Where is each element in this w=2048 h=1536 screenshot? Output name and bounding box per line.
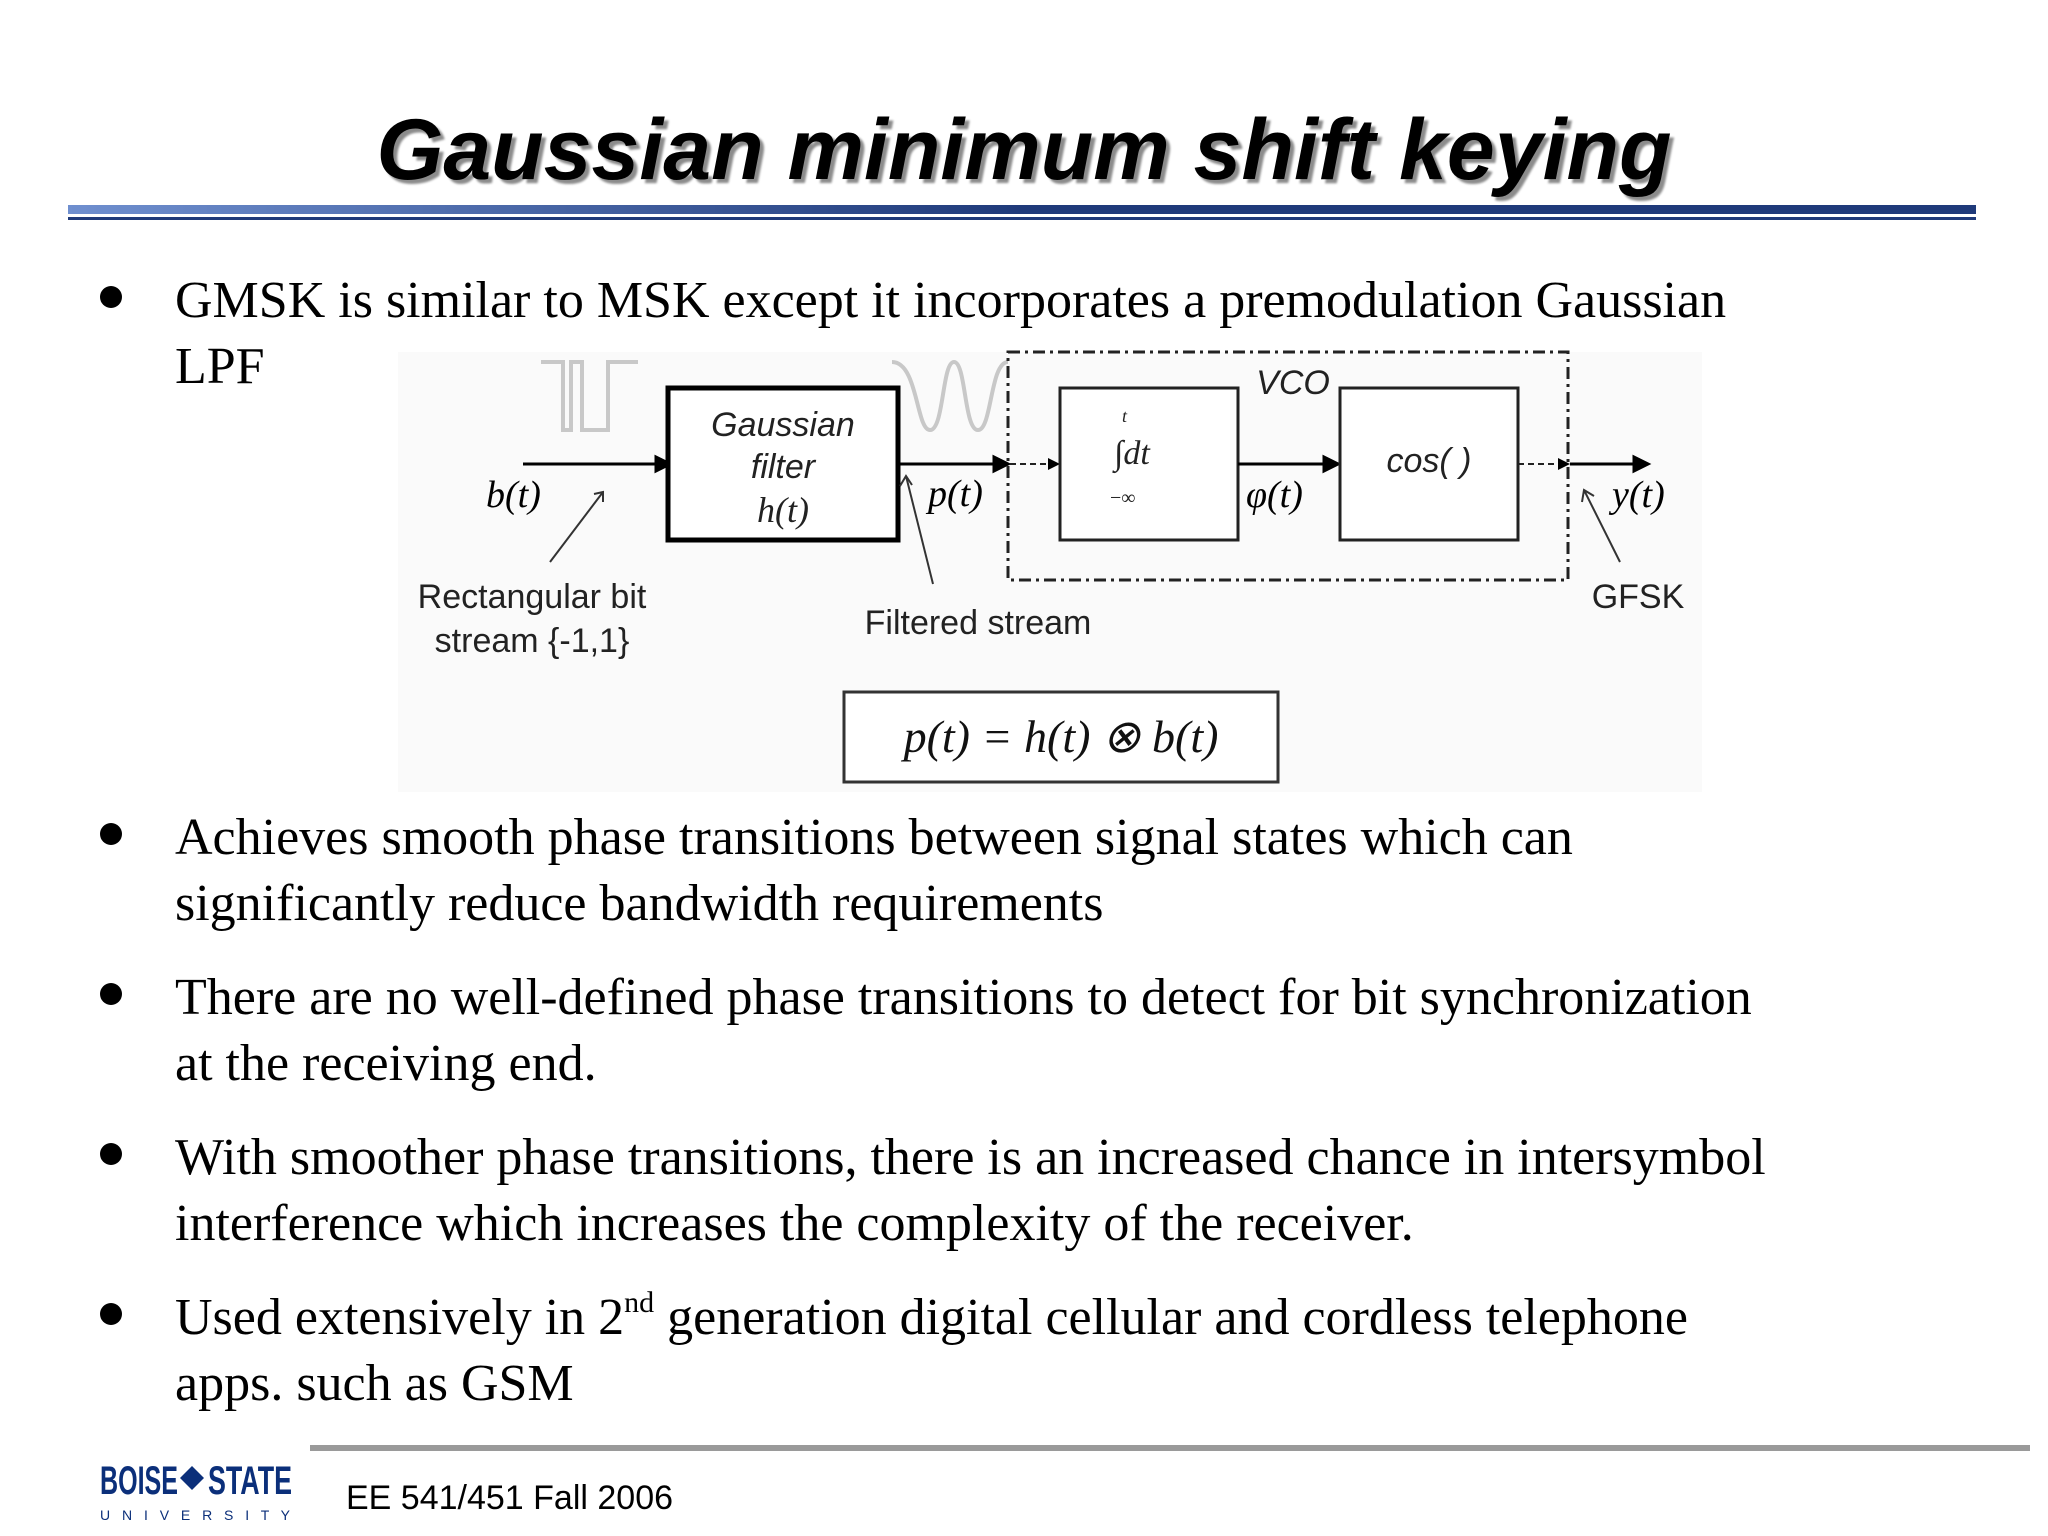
bullet-dot <box>100 1143 122 1165</box>
bullet-text: There are no well-defined phase transitions to detect for bit synchronization at the receiving end. <box>175 969 1752 1092</box>
slide-title: Gaussian minimum shift keying <box>376 102 1672 198</box>
phase-label: φ(t) <box>1246 474 1303 516</box>
vco-label: VCO <box>1256 364 1330 402</box>
logo-diamond-icon <box>180 1466 204 1490</box>
footer-rule <box>310 1445 2030 1451</box>
integrator-upper: t <box>1122 406 1128 426</box>
input-caption-line2: stream {-1,1} <box>434 622 630 660</box>
integrator-lower: −∞ <box>1110 487 1136 509</box>
integrator-body: ∫dt <box>1114 435 1150 472</box>
gmsk-block-diagram <box>398 352 1702 792</box>
input-caption: Rectangular bit <box>417 578 647 616</box>
output-caption: GFSK <box>1591 578 1685 616</box>
svg-text:STATE: STATE <box>208 1459 292 1503</box>
svg-text:BOISE: BOISE <box>100 1459 178 1503</box>
bullet-text: GMSK is similar to MSK except it incorporates a premodulation Gaussian LPF <box>175 272 1727 395</box>
filter-label-1: Gaussian <box>711 406 855 444</box>
equation-text: p(t) = h(t) ⊗ b(t) <box>903 711 1219 762</box>
bullet-text: Used extensively in 2nd generation digital cellular and cordless telephone apps. such as GSM <box>175 1286 1688 1412</box>
bullet-text: With smoother phase transitions, there is an increased chance in intersymbol interference which increases the complexity of the receiver. <box>175 1129 1766 1252</box>
filtered-label: p(t) <box>928 473 983 515</box>
filtered-caption: Filtered stream <box>864 604 1092 642</box>
filter-label-3: h(t) <box>757 490 809 530</box>
input-label: b(t) <box>486 474 541 516</box>
bullet-dot <box>100 823 122 845</box>
svg-text:U N I V E R S I T Y: U N I V E R S I T Y <box>100 1507 290 1523</box>
bullet-text: Achieves smooth phase transitions between signal states which can significantly reduce bandwidth requirements <box>175 809 1573 932</box>
title-rule <box>68 205 1976 225</box>
course-label: EE 541/451 Fall 2006 <box>346 1479 674 1517</box>
cos-label: cos( ) <box>1386 442 1472 480</box>
bullet-dot <box>100 1303 122 1325</box>
bullet-dot <box>100 983 122 1005</box>
filter-label-2: filter <box>750 448 816 486</box>
bullet-dot <box>100 286 122 308</box>
output-label: y(t) <box>1612 474 1665 516</box>
university-logo <box>96 1444 296 1534</box>
